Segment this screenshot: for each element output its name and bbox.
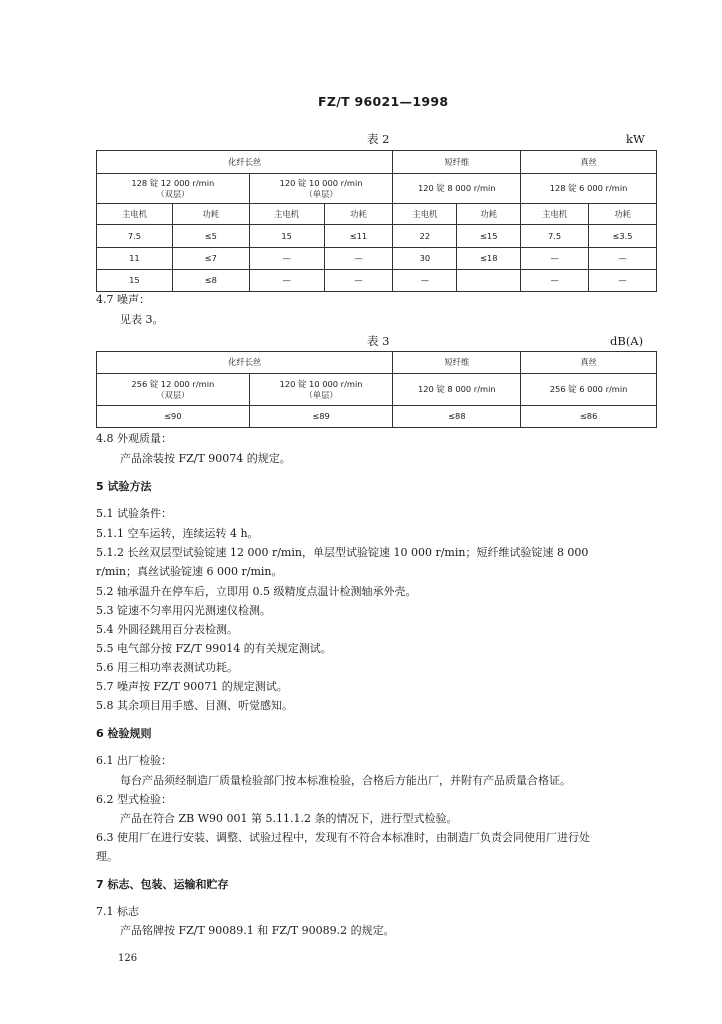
table2-cell: ≤7 [172, 248, 249, 270]
section-4-8-text: 产品涂装按 FZ/T 90074 的规定。 [120, 452, 291, 465]
table2-cell: 15 [249, 225, 324, 248]
table2-group-filament: 化纤长丝 [97, 151, 393, 174]
table2-cell: — [249, 248, 324, 270]
table3-unit: dB(A) [610, 334, 644, 348]
table2-col-header: 主电机 [97, 204, 173, 225]
table2-unit: kW [626, 132, 645, 146]
table2-subgroup: 120 锭 10 000 r/min （单层） [249, 174, 393, 204]
table3 [96, 351, 657, 428]
table2-cell [457, 270, 521, 292]
section-7-1-text: 产品铭牌按 FZ/T 90089.1 和 FZ/T 90089.2 的规定。 [120, 924, 395, 937]
section-7-1: 7.1 标志 [96, 905, 139, 918]
section-4-8: 4.8 外观质量： [96, 432, 172, 445]
table2-cell: — [589, 270, 657, 292]
table2-cell: 22 [393, 225, 457, 248]
table2-cell: ≤18 [457, 248, 521, 270]
table3-cell: ≤90 [97, 406, 250, 428]
table2-cell: — [249, 270, 324, 292]
table2-col-header: 主电机 [521, 204, 589, 225]
table2-col-header: 功耗 [324, 204, 393, 225]
table3-cell: ≤89 [249, 406, 393, 428]
table3-cell: ≤86 [521, 406, 657, 428]
section-5-1-2-cont: r/min；真丝试验锭速 6 000 r/min。 [96, 565, 283, 578]
table2-cell: ≤11 [324, 225, 393, 248]
section-6-heading: 6 检验规则 [96, 727, 152, 740]
table2-cell: — [324, 270, 393, 292]
section-4-7-text: 见表 3。 [120, 313, 164, 326]
table2-cell: — [521, 270, 589, 292]
table2-cell: ≤5 [172, 225, 249, 248]
table3-subgroup: 120 锭 8 000 r/min [393, 374, 521, 406]
standard-header: FZ/T 96021—1998 [318, 94, 449, 109]
table3-cell: ≤88 [393, 406, 521, 428]
section-5-1: 5.1 试验条件： [96, 507, 172, 520]
table2-subgroup: 120 锭 8 000 r/min [393, 174, 521, 204]
table2-col-header: 主电机 [393, 204, 457, 225]
table2-col-header: 功耗 [589, 204, 657, 225]
table2-cell: — [393, 270, 457, 292]
section-6-3: 6.3 使用厂在进行安装、调整、试验过程中，发现有不符合本标准时，由制造厂负责会同使用厂进行处 [96, 831, 590, 844]
table2-cell: 15 [97, 270, 173, 292]
table2-cell: ≤15 [457, 225, 521, 248]
table3-group-filament: 化纤长丝 [97, 352, 393, 374]
section-7-heading: 7 标志、包装、运输和贮存 [96, 878, 229, 891]
table-row [97, 225, 657, 248]
table2-col-header: 主电机 [249, 204, 324, 225]
table2-col-header: 功耗 [172, 204, 249, 225]
page-number: 126 [118, 953, 138, 964]
section-5-2: 5.2 轴承温升在停车后，立即用 0.5 级精度点温计检测轴承外壳。 [96, 585, 417, 598]
table2-subgroup: 128 锭 6 000 r/min [521, 174, 657, 204]
table2-cell: 11 [97, 248, 173, 270]
section-4-7: 4.7 噪声： [96, 293, 150, 306]
table2-cell: 7.5 [97, 225, 173, 248]
table2-caption: 表 2 [367, 132, 390, 146]
table3-caption: 表 3 [367, 334, 390, 348]
table2-group-staple: 短纤维 [393, 151, 521, 174]
section-6-3-cont: 理。 [96, 850, 118, 863]
table2-cell: — [589, 248, 657, 270]
table2-cell: 30 [393, 248, 457, 270]
section-5-6: 5.6 用三相功率表测试功耗。 [96, 661, 238, 674]
section-5-1-1: 5.1.1 空车运转，连续运转 4 h。 [96, 527, 259, 540]
table2-group-silk: 真丝 [521, 151, 657, 174]
section-5-5: 5.5 电气部分按 FZ/T 99014 的有关规定测试。 [96, 642, 332, 655]
table-row [97, 248, 657, 270]
table3-subgroup: 256 锭 6 000 r/min [521, 374, 657, 406]
table2-cell: ≤8 [172, 270, 249, 292]
section-5-7: 5.7 噪声按 FZ/T 90071 的规定测试。 [96, 680, 288, 693]
table2-subgroup: 128 锭 12 000 r/min （双层） [97, 174, 250, 204]
table2-cell: ≤3.5 [589, 225, 657, 248]
table2-col-header: 功耗 [457, 204, 521, 225]
table2-cell: — [521, 248, 589, 270]
table3-group-silk: 真丝 [521, 352, 657, 374]
table3-subgroup: 256 锭 12 000 r/min （双层） [97, 374, 250, 406]
table3-group-staple: 短纤维 [393, 352, 521, 374]
table2 [96, 150, 657, 292]
table3-subgroup: 120 锭 10 000 r/min （单层） [249, 374, 393, 406]
table2-cell: 7.5 [521, 225, 589, 248]
section-5-1-2: 5.1.2 长丝双层型试验锭速 12 000 r/min，单层型试验锭速 10 000 r/min；短纤维试验锭速 8 000 [96, 546, 589, 559]
section-6-1-text: 每台产品须经制造厂质量检验部门按本标准检验，合格后方能出厂，并附有产品质量合格证。 [120, 774, 571, 787]
section-5-4: 5.4 外圆径跳用百分表检测。 [96, 623, 238, 636]
section-5-heading: 5 试验方法 [96, 480, 152, 493]
table-row [97, 270, 657, 292]
table-row [97, 406, 657, 428]
section-6-2-text: 产品在符合 ZB W90 001 第 5.11.1.2 条的情况下，进行型式检验。 [120, 812, 458, 825]
table2-cell: — [324, 248, 393, 270]
section-6-2: 6.2 型式检验： [96, 793, 172, 806]
section-6-1: 6.1 出厂检验： [96, 754, 172, 767]
section-5-3: 5.3 锭速不匀率用闪光测速仪检测。 [96, 604, 271, 617]
section-5-8: 5.8 其余项目用手感、目测、听觉感知。 [96, 699, 293, 712]
